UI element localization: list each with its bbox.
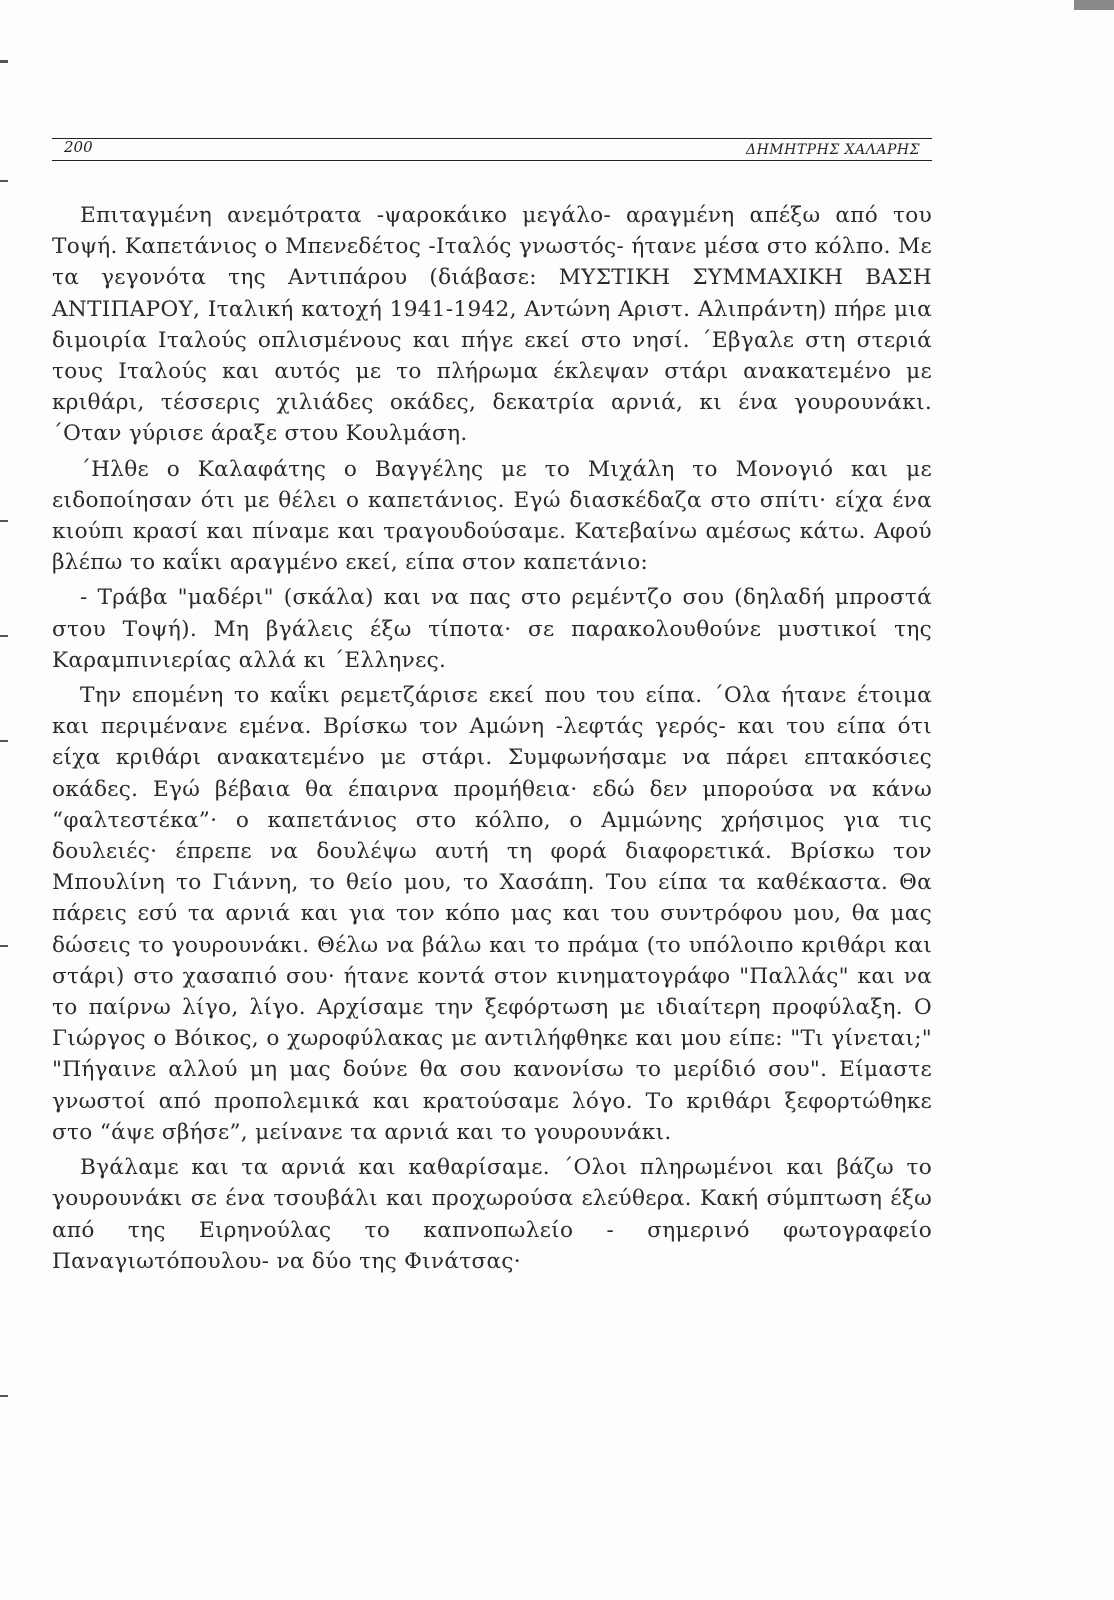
header-rule-bottom [52,160,932,161]
page-number: 200 [64,138,93,156]
scan-edge-corner [1074,0,1114,10]
page-header [52,132,932,164]
scan-edge-mark [0,740,8,742]
paragraph-2: ΄Ηλθε ο Καλαφάτης ο Βαγγέλης με το Μιχάλη το Μονογιό και με ειδοποίησαν ότι με θέλει ο καπετάνιος. Εγώ διασκέδαζα στο σπίτι· είχα ένα κιούπι κρασί και πίναμε και τραγουδούσαμε. Κατεβαίνω αμέσως κάτω. Αφού βλέπω το καΐκι αραγμένο εκεί, είπα στον καπετάνιο: [52,456,932,576]
scan-edge-mark [0,635,8,637]
scan-edge-mark [0,60,8,63]
paragraph-3-dialogue: - Τράβα "μαδέρι" (σκάλα) και να πας στο ρεμέντζο σου (δηλαδή μπροστά στου Τοψή). Μη βγάλεις έξω τίποτα· σε παρακολουθούνε μυστικοί της Καραμπινιερίας αλλά κι ΄Ελληνες. [52,585,932,673]
header-rule-top [52,138,932,139]
paragraph-4: Την επομένη το καΐκι ρεμετζάρισε εκεί που του είπα. ΄Ολα ήτανε έτοιμα και περιμένανε εμένα. Βρίσκω τον Αμώνη -λεφτάς γερός- και του είπα ότι είχα κριθάρι ανακατεμένο με στάρι. Συμφωνήσαμε να πάρει επτακόσιες οκάδες. Εγώ βέβαια θα έπαιρνα προμήθεια· εδώ δεν μπορούσα να κάνω “φαλτεστέκα”· ο καπετάνιος στο κόλπο, ο Αμμώνης χρήσιμος για τις δουλειές· έπρεπε να δουλέψω αυτή τη φορά διαφορετικά. Βρίσκω τον Μπουλίνη το Γιάννη, το θείο μου, το Χασάπη. Του είπα τα καθέκαστα. Θα πάρεις εσύ τα αρνιά και για τον κόπο μας και του συντρόφου μου, θα μας δώσεις το γουρουνάκι. Θέλω να βάλω και το πράμα (το υπόλοιπο κριθάρι και στάρι) στο χασαπιό σου· ήτανε κοντά στον κινηματογράφο "Παλλάς" και να το παίρνω λίγο, λίγο. Αρχίσαμε την ξεφόρτωση με ιδιαίτερη προφύλαξη. Ο Γιώργος ο Βόικος, ο χωροφύλακας με αντιλήφθηκε και μου είπε: "Τι γίνεται;" "Πήγαινε αλλού μη μας δούνε θα σου κανονίσω το μερίδιό σου". Είμαστε γνωστοί από προπολεμικά και κρατούσαμε λόγο. Το κριθάρι ξεφορτώθηκε στο “άψε σβήσε”, μείνανε τα αρνιά και το γουρουνάκι. [52,683,932,1145]
paragraph-1: Επιταγμένη ανεμότρατα -ψαροκάικο μεγάλο- αραγμένη απέξω από του Τοψή. Καπετάνιος ο Μπενεδέτος -Ιταλός γνωστός- ήτανε μέσα στο κόλπο. Με τα γεγονότα της Αντιπάρου (διάβασε: ΜΥΣΤΙΚΗ ΣΥΜΜΑΧΙΚΗ ΒΑΣΗ ΑΝΤΙΠΑΡΟΥ, Ιταλική κατοχή 1941-1942, Αντώνη Αριστ. Αλιπράντη) πήρε μια διμοιρία Ιταλούς οπλισμένους και πήγε εκεί στο νησί. ΄Εβγαλε στη στεριά τους Ιταλούς και αυτός με το πλήρωμα έκλεψαν στάρι ανακατεμένο με κριθάρι, τέσσερις χιλιάδες οκάδες, δεκατρία αρνιά, κι ένα γουρουνάκι. ΄Οταν γύρισε άραξε στου Κουλμάση. [52,203,932,447]
scan-edge-mark [0,1395,8,1397]
scan-edge-mark [0,520,8,522]
scan-edge-mark [0,180,8,182]
paragraph-5: Βγάλαμε και τα αρνιά και καθαρίσαμε. ΄Ολοι πληρωμένοι και βάζω το γουρουνάκι σε ένα τσουβάλι και προχωρούσα ελεύθερα. Κακή σύμπτωση έξω από της Ειρηνούλας το καπνοπωλείο - σημερινό φωτογραφείο Παναγιωτόπουλου- να δύο της Φινάτσας· [52,1155,932,1274]
scan-edge-mark [0,945,8,947]
running-head-author: ΔΗΜΗΤΡΗΣ ΧΑΛΑΡΗΣ [745,142,920,158]
body-text [52,200,932,1277]
